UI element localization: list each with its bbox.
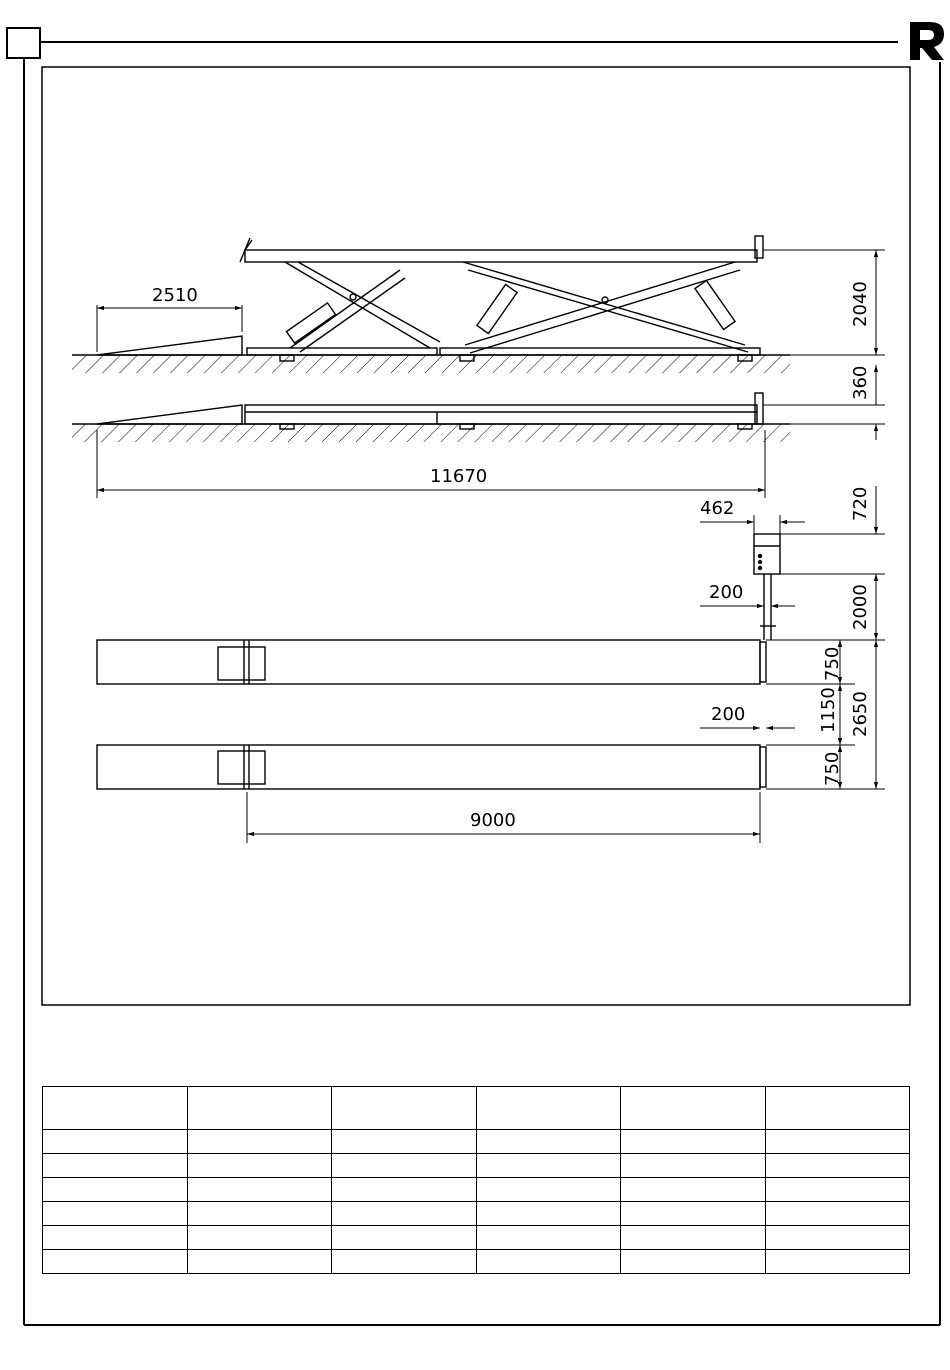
table-row (43, 1202, 910, 1226)
table-cell (332, 1087, 477, 1130)
table-cell (476, 1130, 621, 1154)
table-cell (621, 1087, 766, 1130)
dim-runway-width-top: 750 (822, 646, 843, 681)
table-cell (43, 1250, 188, 1274)
dim-platform-length: 9000 (470, 810, 516, 831)
table-row (43, 1178, 910, 1202)
table-cell (43, 1226, 188, 1250)
table-cell (765, 1226, 910, 1250)
table-cell (765, 1087, 910, 1130)
table-cell (187, 1202, 332, 1226)
runway-bottom (97, 745, 760, 789)
table-cell (476, 1154, 621, 1178)
table-cell (621, 1202, 766, 1226)
table-cell (621, 1226, 766, 1250)
table-cell (765, 1154, 910, 1178)
table-cell (43, 1154, 188, 1178)
table-row (43, 1130, 910, 1154)
dim-runway-gap-label: 200 (711, 704, 746, 725)
table-cell (621, 1154, 766, 1178)
table-cell (332, 1250, 477, 1274)
dim-overall-length: 11670 (430, 466, 488, 487)
table-header-row (43, 1087, 910, 1130)
table-row (43, 1226, 910, 1250)
dim-console-width: 462 (700, 498, 735, 519)
table-cell (187, 1178, 332, 1202)
spec-table (42, 1086, 910, 1274)
table-cell (43, 1130, 188, 1154)
table-cell (332, 1202, 477, 1226)
lowered-lift-side-view (72, 393, 790, 442)
table-cell (621, 1178, 766, 1202)
dim-lowered-height: 360 (850, 365, 871, 400)
dim-overall-width: 2650 (850, 691, 871, 737)
dim-cable-offset: 200 (709, 582, 744, 603)
dim-runway-gap: 1150 (818, 687, 839, 733)
plan-view (97, 534, 780, 789)
table-cell (765, 1202, 910, 1226)
table-cell (476, 1226, 621, 1250)
table-cell (43, 1087, 188, 1130)
table-cell (765, 1250, 910, 1274)
table-cell (332, 1130, 477, 1154)
table-row (43, 1250, 910, 1274)
dim-ramp-length: 2510 (152, 285, 198, 306)
dim-lift-height: 2040 (850, 281, 871, 327)
table-cell (187, 1250, 332, 1274)
table-cell (765, 1178, 910, 1202)
table-cell (621, 1250, 766, 1274)
table-cell (765, 1130, 910, 1154)
table-row (43, 1154, 910, 1178)
table-cell (43, 1202, 188, 1226)
dim-console-mount-height: 2000 (850, 584, 871, 630)
table-cell (43, 1178, 188, 1202)
table-cell (187, 1154, 332, 1178)
table-cell (476, 1250, 621, 1274)
table-cell (332, 1178, 477, 1202)
table-cell (332, 1154, 477, 1178)
table-cell (187, 1087, 332, 1130)
dim-runway-width-bottom: 750 (822, 751, 843, 786)
table-cell (476, 1087, 621, 1130)
table-cell (187, 1226, 332, 1250)
runway-top (97, 640, 760, 684)
table-cell (332, 1226, 477, 1250)
brand-logo (910, 22, 944, 60)
dim-console-height: 720 (850, 486, 871, 521)
table-cell (476, 1178, 621, 1202)
table-cell (187, 1130, 332, 1154)
table-cell (621, 1130, 766, 1154)
table-cell (476, 1202, 621, 1226)
